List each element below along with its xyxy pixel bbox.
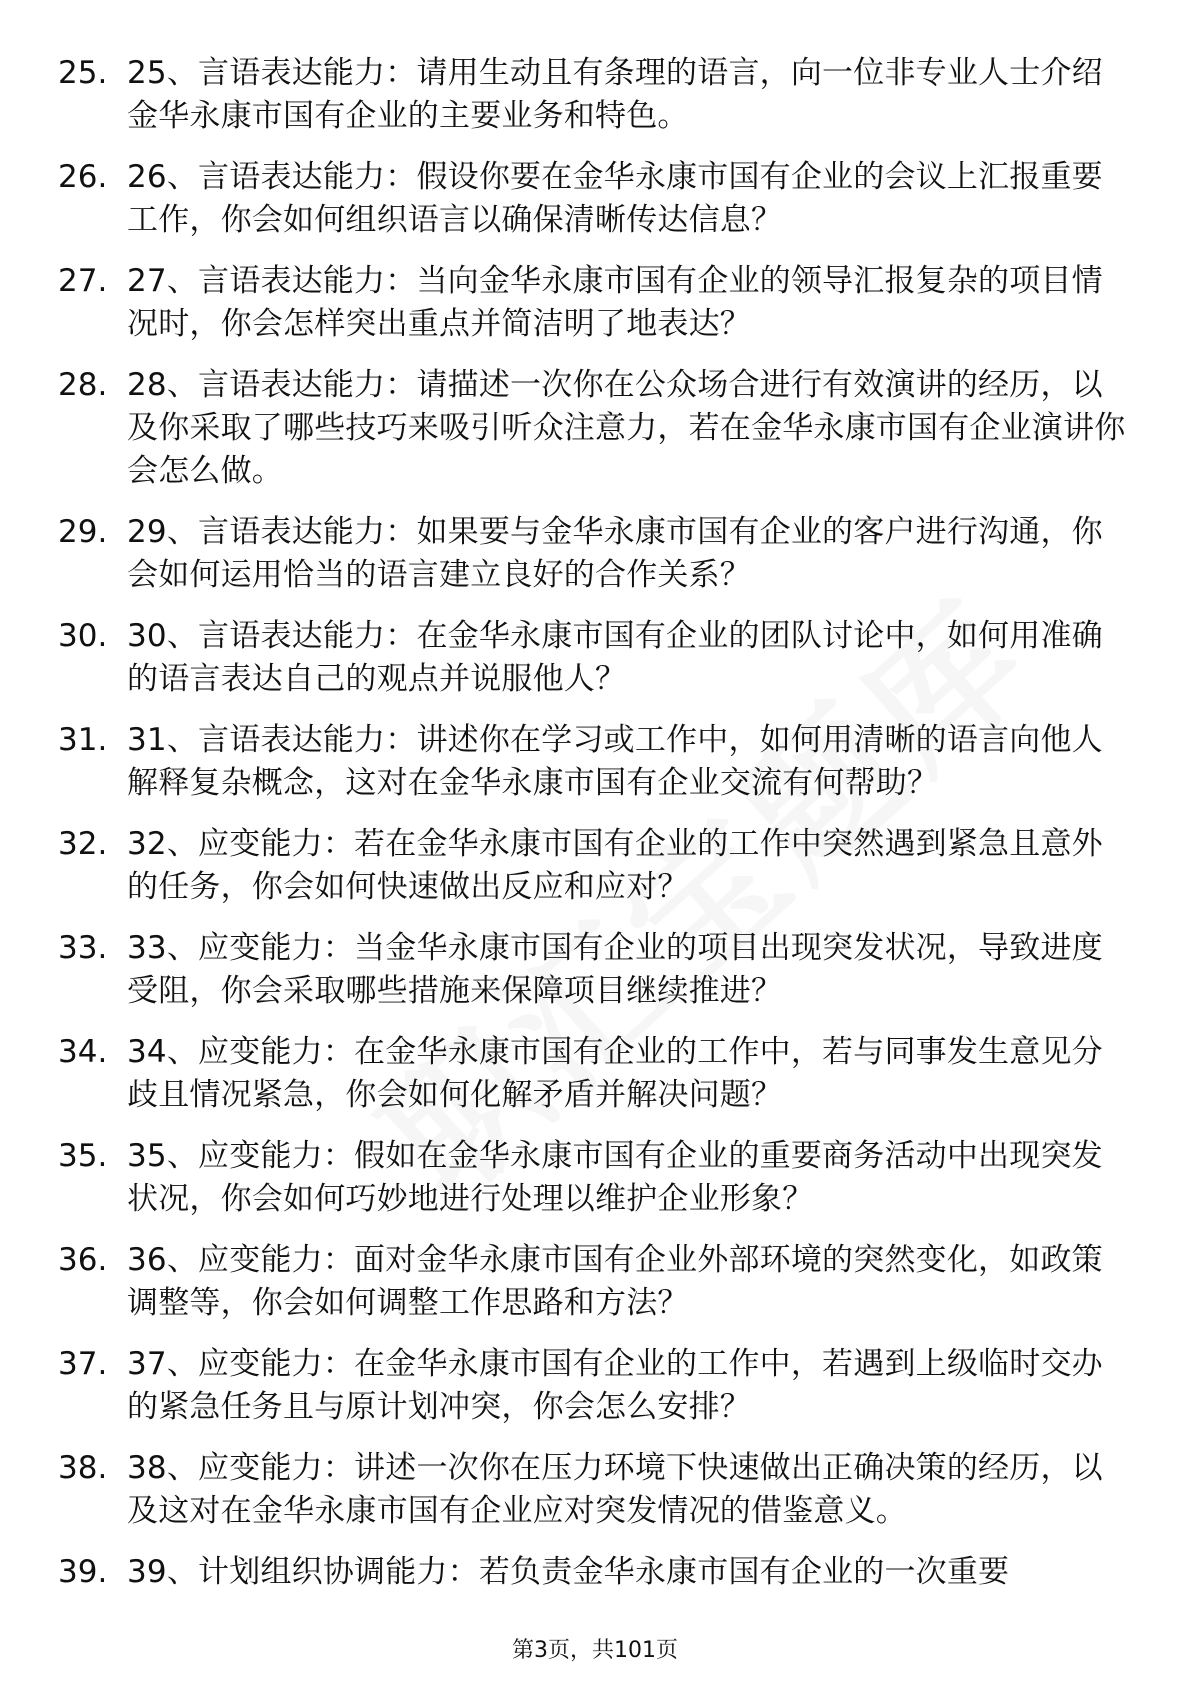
item-number: 37. — [58, 1346, 108, 1382]
item-number: 31. — [58, 722, 108, 758]
item-number: 35. — [58, 1138, 108, 1174]
list-item — [0, 615, 1190, 701]
list-item — [0, 364, 1190, 493]
item-text: 33、应变能力：当金华永康市国有企业的项目出现突发状况，导致进度受阻，你会采取哪些措施来保障项目继续推进？ — [127, 930, 1103, 1009]
page-footer: 第3页，共101页 — [512, 1638, 678, 1663]
item-text: 32、应变能力：若在金华永康市国有企业的工作中突然遇到紧急且意外的任务，你会如何快速做出反应和应对？ — [127, 826, 1103, 905]
item-number: 33. — [58, 930, 108, 966]
item-text: 35、应变能力：假如在金华永康市国有企业的重要商务活动中出现突发状况，你会如何巧妙地进行处理以维护企业形象？ — [127, 1138, 1103, 1217]
item-number: 25. — [58, 55, 108, 91]
item-number: 29. — [58, 514, 108, 550]
item-number: 36. — [58, 1242, 108, 1278]
item-text: 31、言语表达能力：讲述你在学习或工作中，如何用清晰的语言向他人解释复杂概念，这对在金华永康市国有企业交流有何帮助？ — [127, 722, 1103, 801]
question-list — [0, 52, 1190, 1612]
list-item — [0, 1343, 1190, 1429]
list-item — [0, 260, 1190, 346]
list-item — [0, 1551, 1190, 1594]
item-text: 27、言语表达能力：当向金华永康市国有企业的领导汇报复杂的项目情况时，你会怎样突出重点并简洁明了地表达？ — [127, 263, 1103, 342]
item-text: 30、言语表达能力：在金华永康市国有企业的团队讨论中，如何用准确的语言表达自己的观点并说服他人？ — [127, 618, 1103, 697]
item-text: 25、言语表达能力：请用生动且有条理的语言，向一位非专业人士介绍金华永康市国有企业的主要业务和特色。 — [127, 55, 1103, 134]
item-text: 38、应变能力：讲述一次你在压力环境下快速做出正确决策的经历，以及这对在金华永康市国有企业应对突发情况的借鉴意义。 — [127, 1450, 1103, 1529]
list-item — [0, 52, 1190, 138]
list-item — [0, 823, 1190, 909]
item-number: 27. — [58, 263, 108, 299]
list-item — [0, 1239, 1190, 1325]
item-text: 26、言语表达能力：假设你要在金华永康市国有企业的会议上汇报重要工作，你会如何组织语言以确保清晰传达信息？ — [127, 159, 1103, 238]
list-item — [0, 1031, 1190, 1117]
item-number: 34. — [58, 1034, 108, 1070]
item-text: 34、应变能力：在金华永康市国有企业的工作中，若与同事发生意见分歧且情况紧急，你会如何化解矛盾并解决问题？ — [127, 1034, 1103, 1113]
item-text: 36、应变能力：面对金华永康市国有企业外部环境的突然变化，如政策调整等，你会如何调整工作思路和方法？ — [127, 1242, 1103, 1321]
item-text: 39、计划组织协调能力：若负责金华永康市国有企业的一次重要 — [127, 1554, 1010, 1590]
item-text: 28、言语表达能力：请描述一次你在公众场合进行有效演讲的经历，以及你采取了哪些技巧来吸引听众注意力，若在金华永康市国有企业演讲你会怎么做。 — [127, 367, 1126, 489]
list-item — [0, 156, 1190, 242]
item-number: 28. — [58, 367, 108, 403]
list-item — [0, 1135, 1190, 1221]
item-text: 29、言语表达能力：如果要与金华永康市国有企业的客户进行沟通，你会如何运用恰当的语言建立良好的合作关系？ — [127, 514, 1103, 593]
item-text: 37、应变能力：在金华永康市国有企业的工作中，若遇到上级临时交办的紧急任务且与原计划冲突，你会怎么安排？ — [127, 1346, 1103, 1425]
item-number: 39. — [58, 1554, 108, 1590]
list-item — [0, 511, 1190, 597]
list-item — [0, 719, 1190, 805]
item-number: 38. — [58, 1450, 108, 1486]
item-number: 26. — [58, 159, 108, 195]
item-number: 30. — [58, 618, 108, 654]
item-number: 32. — [58, 826, 108, 862]
list-item — [0, 927, 1190, 1013]
list-item — [0, 1447, 1190, 1533]
